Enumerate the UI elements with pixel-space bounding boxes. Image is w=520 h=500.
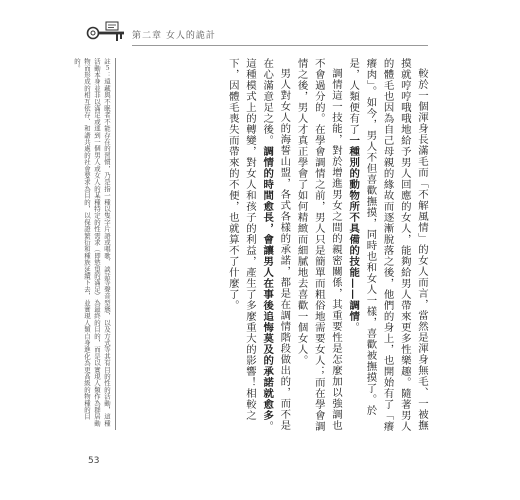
paragraph-3-text: 男人對女人的海誓山盟，各式各樣的承諾，都是在調情階段做出的，而不是在心滿意足之後。: [261, 58, 291, 432]
page-number: 53: [88, 456, 100, 466]
paragraph-1-text: 較於一個渾身長滿毛而「不解風情」的女人而言，當然是渾身無毛、一被撫摸就哼哼哦哦地給予男人回應的女人，能夠給男人帶來更多性樂趣。隨著男人的體毛也因為自己母親的緣故而逐漸脫落之後，他們的身上，也開始有了「癢癢肉」。如今，男人不但喜歡撫摸，同時也和女人一樣，喜歡被撫摸了。於是，人類便有了: [347, 58, 428, 432]
footnote-divider: [115, 58, 116, 430]
key-icon: [86, 20, 126, 46]
header-rule: [132, 45, 428, 46]
paragraph-1: [344, 58, 430, 434]
paragraph-1-emphasis: 一種別的動物所不具備的技能——調情: [347, 135, 360, 322]
paragraph-3: [224, 58, 293, 434]
paragraph-3-end: 。這種模式上的轉變，對女人和孩子的利益，產生了多麼重大的影響！相較之下，因體毛喪失而帶來的不便，也就算不了什麼了。: [226, 58, 274, 432]
chapter-title: 第二章 女人的詭計: [132, 31, 216, 41]
body-text: [148, 58, 430, 434]
paragraph-3-emphasis: 調情的時間愈長，會讓男人在事後追悔莫及的承諾就愈多: [261, 146, 274, 421]
paragraph-2: 調情這一技能，對於增進男女之間的親密關係，其重要性是怎麼加以強調也不會過分的。在學會調情之前，男人只是簡單而粗俗地需要女人；而在學會調情之後，男人才真正學會了如何精緻而細膩地去喜歡一個女人。: [295, 58, 342, 432]
footnote: 註５：遠藏與不眠者不能存在的習慣，乃是指一種以隻字片語或唱歌、談話等聲音型態，以及方式等其有目的性的活動，這種活動本身並非以滿足或達到一個男人或女人的某種特定的性需求（即慾望的滿足）為最終的目的，而是以實現人類作為群居動物而形成的相互依存、和諧共處的社會要求為目的，以保證繁衍和種族延續下去，並實現人類自身進化為更高級的物種的目的。: [73, 58, 111, 427]
paragraph-1-end: 。: [347, 321, 360, 333]
